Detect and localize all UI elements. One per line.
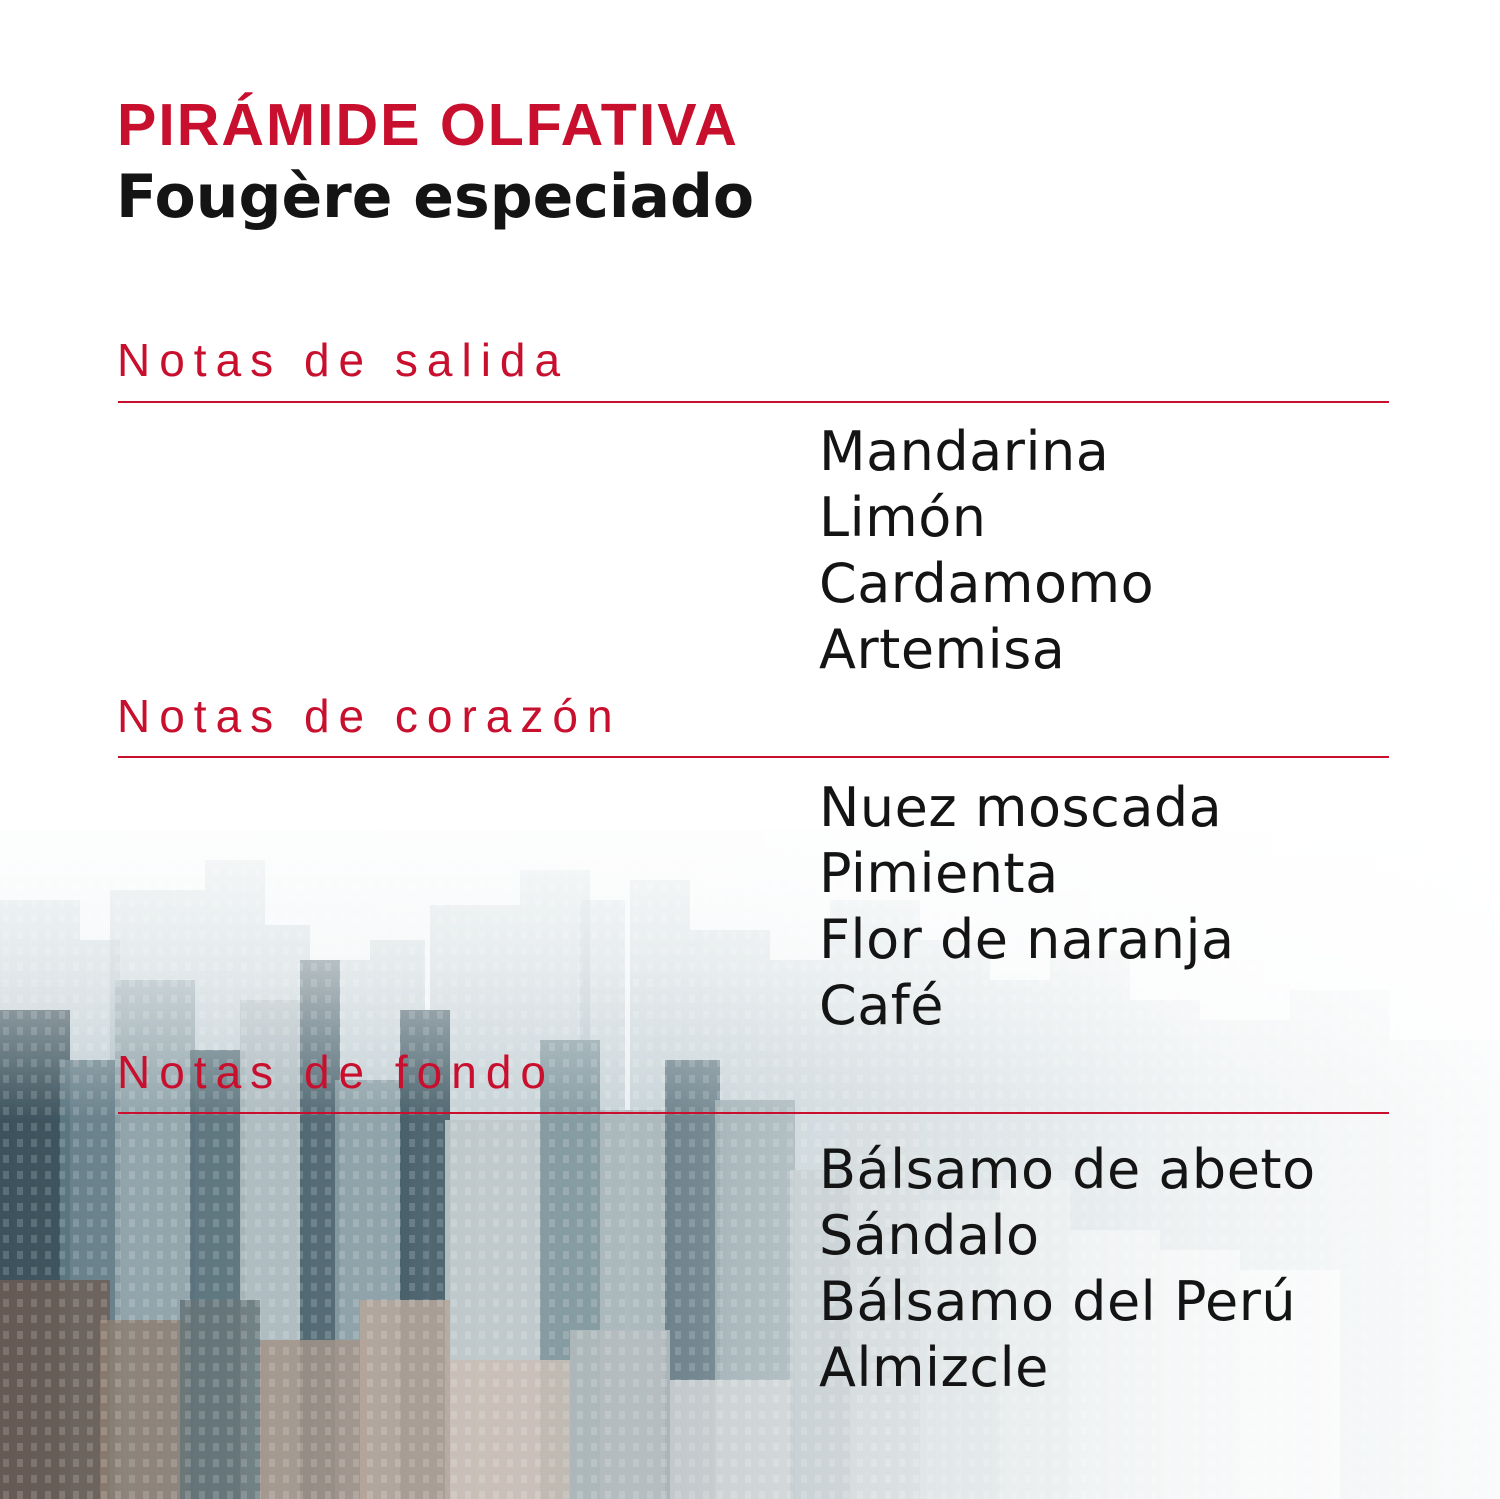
note-item: Nuez moscada [819, 776, 1223, 839]
note-item: Sándalo [819, 1204, 1040, 1267]
section-divider [118, 401, 1389, 403]
section-divider [118, 1112, 1389, 1114]
note-item: Artemisa [819, 618, 1066, 681]
section-heading-base-notes: Notas de fondo [117, 1046, 556, 1098]
top-notes-list [819, 419, 1154, 683]
note-item: Mandarina [819, 420, 1110, 483]
base-notes-list [819, 1137, 1316, 1401]
note-item: Cardamomo [819, 552, 1155, 615]
page-title: PIRÁMIDE OLFATIVA [117, 92, 739, 158]
note-item: Limón [819, 486, 987, 549]
note-item: Café [819, 974, 945, 1037]
note-item: Bálsamo del Perú [819, 1270, 1297, 1333]
heart-notes-list [819, 775, 1235, 1039]
note-item: Flor de naranja [819, 908, 1235, 971]
section-heading-top-notes: Notas de salida [117, 334, 570, 386]
note-item: Pimienta [819, 842, 1059, 905]
fragrance-family: Fougère especiado [116, 162, 755, 232]
note-item: Bálsamo de abeto [819, 1138, 1316, 1201]
section-divider [118, 756, 1389, 758]
section-heading-heart-notes: Notas de corazón [117, 690, 622, 742]
note-item: Almizcle [819, 1336, 1049, 1399]
